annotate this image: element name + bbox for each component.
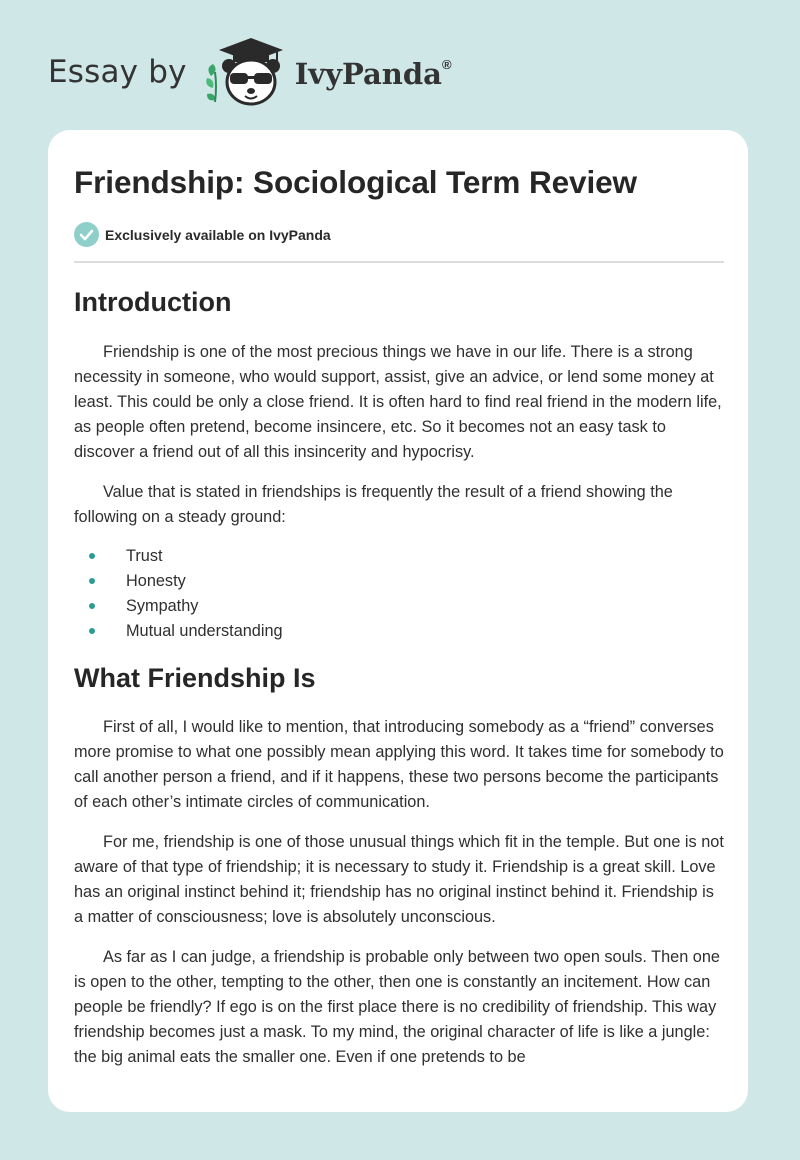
- list-item: [74, 569, 724, 594]
- site-header: [48, 36, 452, 108]
- list-item-text: Sympathy: [126, 597, 199, 615]
- values-list: [74, 544, 724, 644]
- list-item: [74, 594, 724, 619]
- list-item: [74, 544, 724, 569]
- paragraph: As far as I can judge, a friendship is probable only between two open souls. Then one is open to the other, tempting to the other, then one is constantly an incitement. How can people be friendly? If ego is on the first place there is no credibility of friendship. This way friendship becomes just a mask. To my mind, the original character of life is like a jungle: the big animal eats the smaller one. Even if one pretends to be: [74, 948, 720, 1066]
- page-title: Friendship: Sociological Term Review: [74, 164, 637, 200]
- brand-text: IvyPanda: [294, 57, 442, 91]
- paragraph: For me, friendship is one of those unusual things which fit in the temple. But one is not aware of that type of friendship; it is necessary to study it. Friendship is a great skill. Love has an original instinct behind it; friendship has no original instinct behind it. Friendship is a matter of consciousness; love is absolutely unconscious.: [74, 833, 724, 926]
- bullet-dot-icon: [89, 578, 95, 584]
- bullet-dot-icon: [89, 628, 95, 634]
- divider: [74, 261, 724, 263]
- bullet-dot-icon: [89, 603, 95, 609]
- essay-card: [48, 130, 748, 1112]
- list-item-text: Trust: [126, 547, 163, 565]
- bullet-dot-icon: [89, 553, 95, 559]
- paragraph: Friendship is one of the most precious things we have in our life. There is a strong necessity in someone, who would support, assist, give an advice, or lend some money at least. This could be only a close friend. It is often hard to find real friend in the modern life, as people often pretend, become insincere, etc. So it becomes not an easy task to discover a friend out of all this insincerity and hypocrisy.: [74, 343, 722, 461]
- list-item-text: Honesty: [126, 572, 186, 590]
- essay-by-label: Essay by: [48, 54, 187, 90]
- badge-label: Exclusively available on IvyPanda: [105, 226, 331, 243]
- list-item: [74, 619, 724, 644]
- brand-name[interactable]: [295, 57, 452, 91]
- registered-mark: ®: [441, 57, 452, 73]
- panda-logo-icon[interactable]: [199, 36, 291, 108]
- exclusive-badge: [74, 222, 331, 247]
- check-badge-icon: [74, 222, 99, 247]
- section-heading-introduction: Introduction: [74, 287, 232, 317]
- paragraph: Value that is stated in friendships is frequently the result of a friend showing the following on a steady ground:: [74, 483, 673, 526]
- section-heading-what-friendship-is: What Friendship Is: [74, 663, 316, 693]
- list-item-text: Mutual understanding: [126, 622, 283, 640]
- article-body: [74, 280, 724, 1070]
- paragraph: First of all, I would like to mention, that introducing somebody as a “friend” converses more promise to what one possibly mean applying this word. It takes time for somebody to call another person a friend, and if it happens, these two persons become the participants of each other’s intimate circles of communication.: [74, 718, 724, 811]
